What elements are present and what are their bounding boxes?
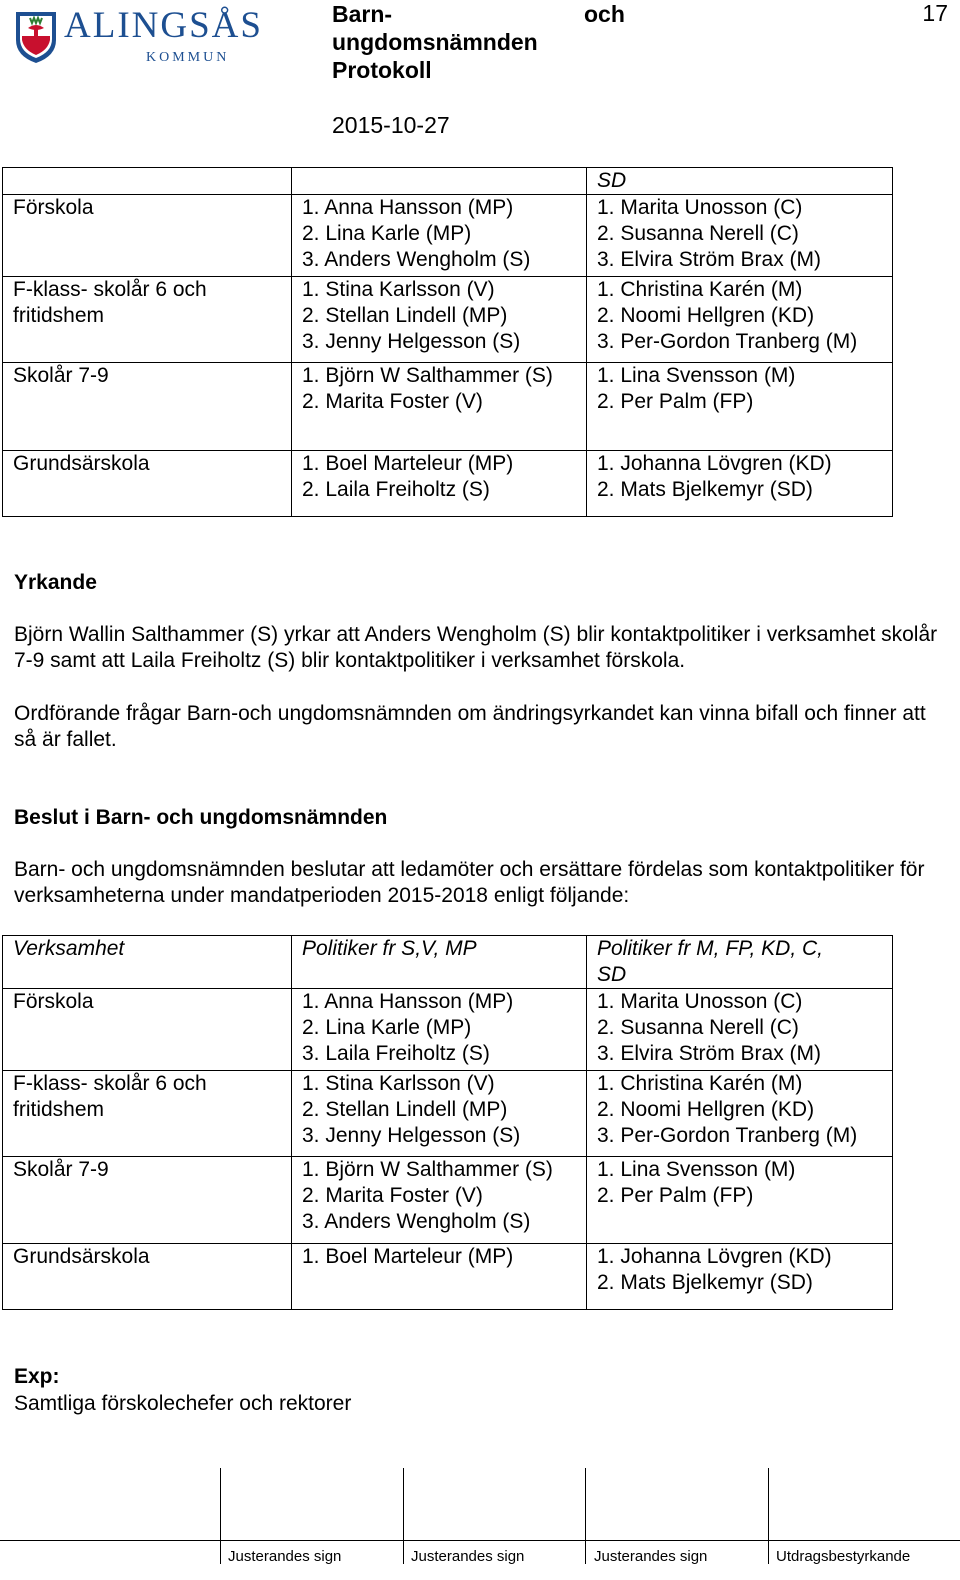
politician-item: 1. Lina Svensson (M) bbox=[597, 364, 796, 387]
table-header-cell bbox=[3, 168, 292, 195]
beslut-heading: Beslut i Barn- och ungdomsnämnden bbox=[14, 806, 388, 829]
politician-item: 1. Stina Karlsson (V) bbox=[302, 1072, 495, 1095]
signature-label: Utdragsbestyrkande bbox=[776, 1548, 911, 1565]
coat-of-arms-icon bbox=[14, 6, 58, 64]
header-title-word-4: Protokoll bbox=[332, 57, 432, 83]
protocol-date: 2015-10-27 bbox=[332, 112, 450, 138]
verksamhet-cell: Skolår 7-9 bbox=[13, 1158, 109, 1181]
signature-label: Justerandes sign bbox=[411, 1548, 525, 1565]
table-header-row bbox=[3, 936, 893, 989]
table-row bbox=[3, 277, 893, 363]
politician-item: 1. Anna Hansson (MP) bbox=[302, 196, 514, 219]
politician-item: 2. Stellan Lindell (MP) bbox=[302, 304, 508, 327]
politician-item: 1. Marita Unosson (C) bbox=[597, 196, 803, 219]
politician-item: 2. Noomi Hellgren (KD) bbox=[597, 1098, 815, 1121]
politician-item: 1. Björn W Salthammer (S) bbox=[302, 1158, 553, 1181]
contact-politicians-table-previous bbox=[2, 167, 893, 517]
politician-item: 1. Stina Karlsson (V) bbox=[302, 278, 495, 301]
verksamhet-cell: Förskola bbox=[13, 990, 94, 1013]
politician-item: 1. Boel Marteleur (MP) bbox=[302, 452, 514, 475]
politician-item: 3. Per-Gordon Tranberg (M) bbox=[597, 330, 858, 353]
signature-divider bbox=[585, 1468, 586, 1564]
table-row bbox=[3, 1244, 893, 1310]
politician-item: 3. Elvira Ström Brax (M) bbox=[597, 248, 822, 271]
column-header: Verksamhet bbox=[13, 937, 125, 960]
politician-item: 2. Susanna Nerell (C) bbox=[597, 1016, 799, 1039]
signature-label: Justerandes sign bbox=[228, 1548, 342, 1565]
politician-item: 2. Susanna Nerell (C) bbox=[597, 222, 799, 245]
header-title-word-3: ungdomsnämnden bbox=[332, 29, 538, 55]
politician-item: 3. Per-Gordon Tranberg (M) bbox=[597, 1124, 858, 1147]
politician-item: 2. Marita Foster (V) bbox=[302, 1184, 483, 1207]
header-title-word-2: och bbox=[584, 1, 625, 27]
politician-item: 3. Elvira Ström Brax (M) bbox=[597, 1042, 822, 1065]
signature-divider bbox=[768, 1468, 769, 1564]
politician-item: 3. Jenny Helgesson (S) bbox=[302, 1124, 521, 1147]
verksamhet-cell: Grundsärskola bbox=[13, 452, 150, 475]
verksamhet-cell: Skolår 7-9 bbox=[13, 364, 109, 387]
politician-item: 2. Lina Karle (MP) bbox=[302, 1016, 472, 1039]
politician-item: 2. Per Palm (FP) bbox=[597, 1184, 754, 1207]
politician-item: 2. Stellan Lindell (MP) bbox=[302, 1098, 508, 1121]
politician-item: 3. Jenny Helgesson (S) bbox=[302, 330, 521, 353]
signature-label: Justerandes sign bbox=[594, 1548, 708, 1565]
politician-item: 3. Anders Wengholm (S) bbox=[302, 248, 531, 271]
politician-item: 1. Christina Karén (M) bbox=[597, 278, 803, 301]
table-row bbox=[3, 1071, 893, 1157]
verksamhet-cell: F-klass- skolår 6 och bbox=[13, 1072, 207, 1095]
verksamhet-cell: F-klass- skolår 6 och bbox=[13, 278, 207, 301]
exp-label: Exp: bbox=[14, 1365, 60, 1388]
page-number: 17 bbox=[922, 0, 948, 26]
politician-item: 1. Marita Unosson (C) bbox=[597, 990, 803, 1013]
politician-item: 3. Anders Wengholm (S) bbox=[302, 1210, 531, 1233]
politician-item: 1. Boel Marteleur (MP) bbox=[302, 1245, 514, 1268]
table-header-cell bbox=[292, 168, 587, 195]
politician-item: 2. Mats Bjelkemyr (SD) bbox=[597, 478, 813, 501]
yrkande-paragraph: Björn Wallin Salthammer (S) yrkar att Anders Wengholm (S) blir kontaktpolitiker i verksamhet skolår 7-9 samt att Laila Freiholtz (S) blir kontaktpolitiker i verksamhet förskola. bbox=[14, 623, 938, 672]
politician-item: 1. Björn W Salthammer (S) bbox=[302, 364, 553, 387]
contact-politicians-table bbox=[2, 935, 893, 1310]
table-header-cell: SD bbox=[587, 168, 893, 195]
signature-divider bbox=[403, 1468, 404, 1564]
logo-subtitle: KOMMUN bbox=[146, 50, 230, 65]
politician-item: 2. Per Palm (FP) bbox=[597, 390, 754, 413]
beslut-paragraph: Barn- och ungdomsnämnden beslutar att ledamöter och ersättare fördelas som kontaktpolitiker för verksamheterna under mandatperioden 2015-2018 enligt följande: bbox=[14, 858, 925, 907]
verksamhet-cell: Grundsärskola bbox=[13, 1245, 150, 1268]
table-row bbox=[3, 195, 893, 277]
politician-item: 1. Anna Hansson (MP) bbox=[302, 990, 514, 1013]
politician-item: 2. Mats Bjelkemyr (SD) bbox=[597, 1271, 813, 1294]
yrkande-result-paragraph: Ordförande frågar Barn-och ungdomsnämnden om ändringsyrkandet kan vinna bifall och finner att så är fallet. bbox=[14, 702, 926, 751]
table-row bbox=[3, 1157, 893, 1244]
politician-item: 1. Johanna Lövgren (KD) bbox=[597, 1245, 832, 1268]
politician-item: 2. Noomi Hellgren (KD) bbox=[597, 304, 815, 327]
table-row bbox=[3, 363, 893, 451]
verksamhet-cell: fritidshem bbox=[13, 1098, 105, 1121]
table-row bbox=[3, 451, 893, 517]
politician-item: 1. Christina Karén (M) bbox=[597, 1072, 803, 1095]
header-title-word-1: Barn- bbox=[332, 1, 393, 27]
column-header: SD bbox=[597, 963, 627, 986]
politician-item: 1. Lina Svensson (M) bbox=[597, 1158, 796, 1181]
politician-item: 2. Marita Foster (V) bbox=[302, 390, 483, 413]
yrkande-heading: Yrkande bbox=[14, 571, 97, 594]
politician-item: 2. Laila Freiholtz (S) bbox=[302, 478, 490, 501]
politician-item: 1. Johanna Lövgren (KD) bbox=[597, 452, 832, 475]
verksamhet-cell: Förskola bbox=[13, 196, 94, 219]
politician-item: 2. Lina Karle (MP) bbox=[302, 222, 472, 245]
politician-item: 3. Laila Freiholtz (S) bbox=[302, 1042, 490, 1065]
alingsas-logo bbox=[14, 4, 294, 68]
table-row bbox=[3, 989, 893, 1071]
signature-line bbox=[0, 1540, 960, 1541]
logo-name: ALINGSÅS bbox=[64, 5, 263, 46]
signature-divider bbox=[220, 1468, 221, 1564]
exp-recipients: Samtliga förskolechefer och rektorer bbox=[14, 1392, 352, 1415]
column-header: Politiker fr M, FP, KD, C, bbox=[597, 937, 823, 960]
column-header: Politiker fr S,V, MP bbox=[302, 937, 477, 960]
verksamhet-cell: fritidshem bbox=[13, 304, 105, 327]
